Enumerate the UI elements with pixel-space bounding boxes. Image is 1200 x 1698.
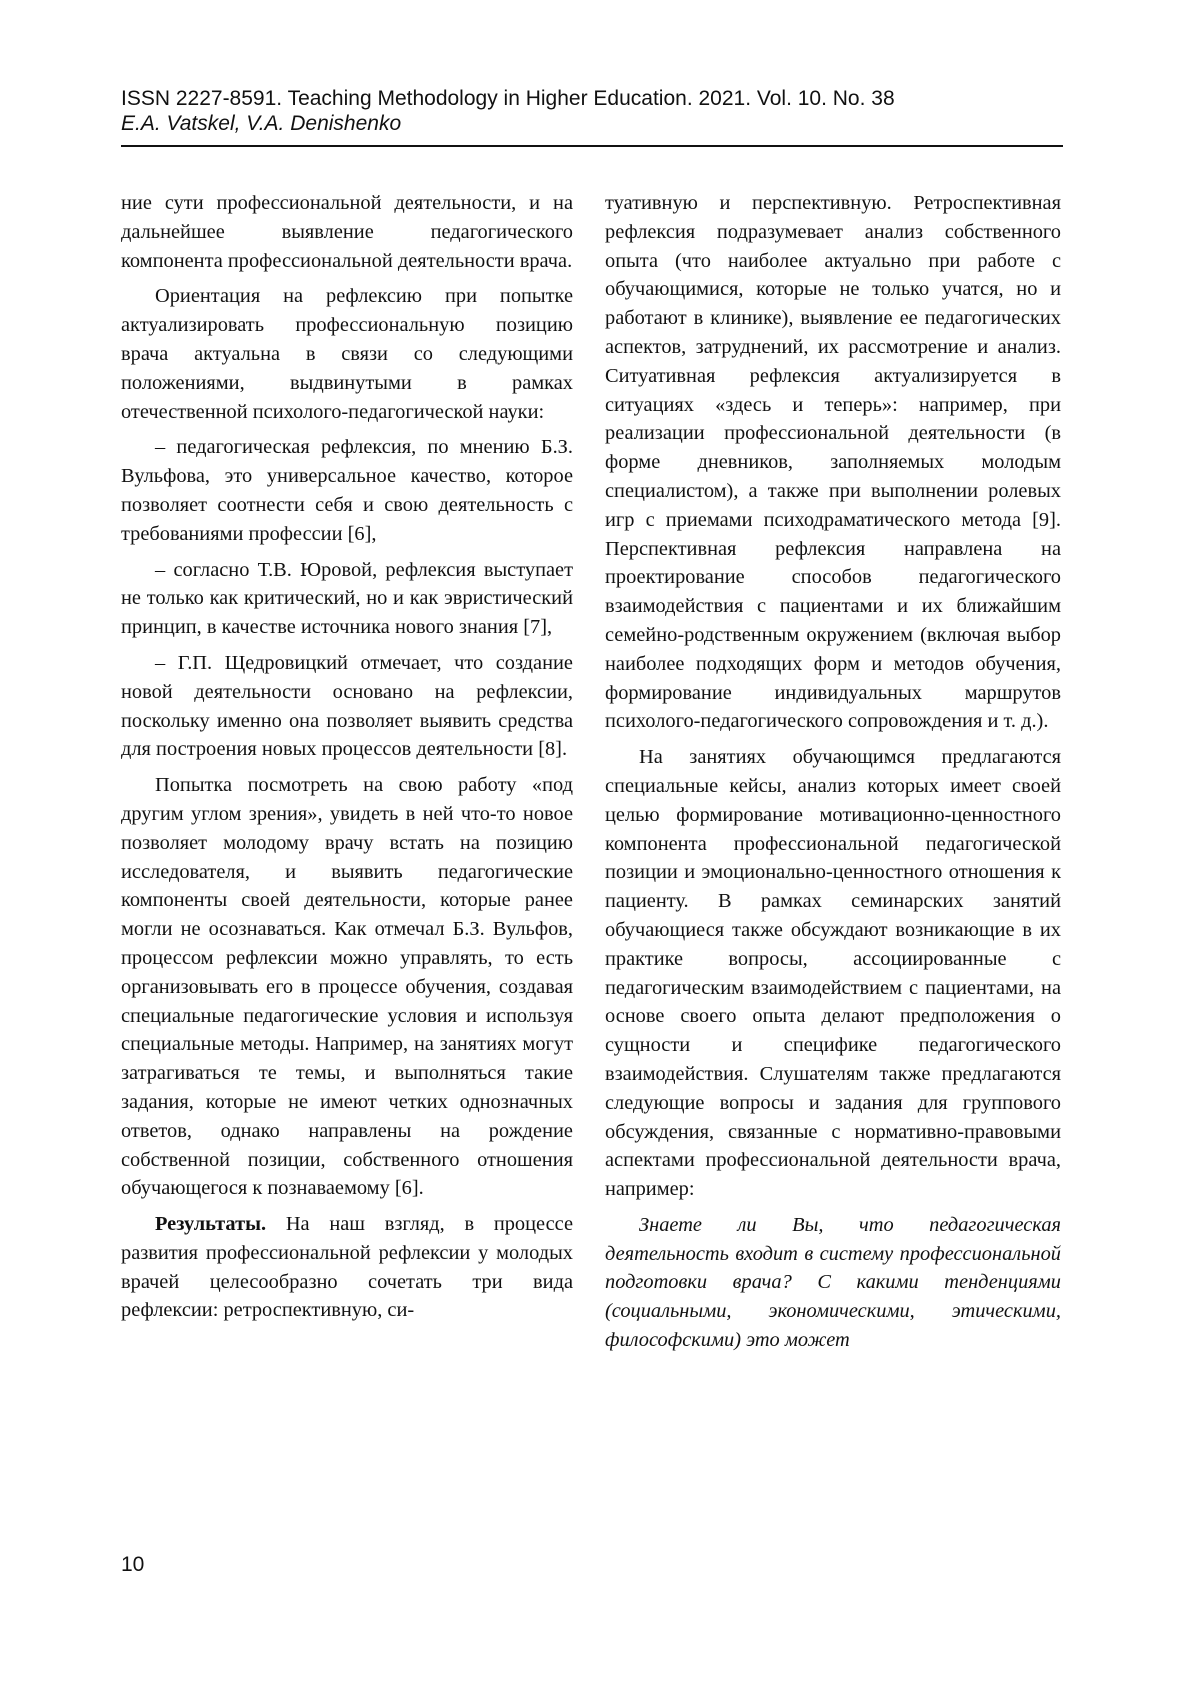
page-number: 10 <box>121 1553 145 1576</box>
left-column <box>121 189 573 1325</box>
right-column <box>605 189 1061 1355</box>
italic-question: Знаете ли Вы, что педагогическая деятельность входит в систему профессиональной подготовки врача? С какими тенденциями (социальными, экономическими, этическими, философскими) это может <box>605 1213 1061 1352</box>
results-heading: Результаты. <box>155 1213 267 1236</box>
paragraph: ние сути профессиональной деятельности, и на дальнейшее выявление педагогического компонента профессиональной деятельности врача. <box>121 192 573 272</box>
paragraph: Ориентация на рефлексию при попытке актуализировать профессиональную позицию врача актуальна в связи со следующими положениями, выдвинутыми в рамках отечественной психолого-педагогической науки: <box>121 285 573 423</box>
header-rule <box>121 145 1063 147</box>
running-header <box>121 86 1063 136</box>
paragraph: На занятиях обучающимся предлагаются специальные кейсы, анализ которых имеет своей целью формирование мотивационно-ценностного компонента профессиональной педагогической позиции и эмоционально-ценностного отношения к пациенту. В рамках семинарских занятий обучающиеся также обсуждают возникающие в их практике вопросы, ассоциированные с педагогическим взаимодействием с пациентами, на основе своего опыта делают предположения о сущности и специфике педагогического взаимодействия. Слушателям также предлагаются следующие вопросы и задания для группового обсуждения, связанные с нормативно-правовыми аспектами профессиональной деятельности врача, например: <box>605 746 1061 1201</box>
authors-line: E.A. Vatskel, V.A. Denishenko <box>121 112 402 135</box>
journal-line: ISSN 2227-8591. Teaching Methodology in Higher Education. 2021. Vol. 10. No. 38 <box>121 87 895 110</box>
results-paragraph <box>121 1210 573 1325</box>
list-item: – согласно Т.В. Юровой, рефлексия выступает не только как критический, но и как эвристический принцип, в качестве источника нового знания [7], <box>121 558 573 639</box>
paragraph: туативную и перспективную. Ретроспективная рефлексия подразумевает анализ собственного опыта (что наиболее актуально при работе с обучающимися, которые не только учатся, но и работают в клинике), выявление ее педагогических аспектов, затруднений, их рассмотрение и анализ. Ситуативная рефлексия актуализируется в ситуациях «здесь и теперь»: например, при реализации профессиональной деятельности (в форме дневников, заполняемых молодым специалистом), а также при выполнении ролевых игр с приемами психодраматического метода [9]. Перспективная рефлексия направлена на проектирование способов педагогического взаимодействия с пациентами и их ближайшим семейно-родственным окружением (включая выбор наиболее подходящих форм и методов обучения, формирование индивидуальных маршрутов психолого-педагогического сопровождения и т. д.). <box>605 192 1061 733</box>
paragraph: Попытка посмотреть на свою работу «под другим углом зрения», увидеть в ней что-то новое позволяет молодому врачу встать на позицию исследователя, и выявить педагогические компоненты своей деятельности, которые ранее могли не осознаваться. Как отмечал Б.З. Вульфов, процессом рефлексии можно управлять, то есть организовывать его в процессе обучения, создавая специальные педагогические условия и используя специальные методы. Например, на занятиях могут затрагиваться те темы, и выполняться такие задания, которые не имеют четких однозначных ответов, однако направлены на рождение собственной позиции, собственного отношения обучающегося к познаваемому [6]. <box>121 774 573 1200</box>
results-text: На наш взгляд, в процессе развития профессиональной рефлексии у молодых врачей целесообразно сочетать три вида рефлексии: ретроспективную, си- <box>121 1213 573 1322</box>
list-item: – Г.П. Щедровицкий отмечает, что создание новой деятельности основано на рефлексии, поскольку именно она позволяет выявить средства для построения новых процессов деятельности [8]. <box>121 651 573 761</box>
list-item: – педагогическая рефлексия, по мнению Б.З. Вульфова, это универсальное качество, которое позволяет соотнести себя и свою деятельность с требованиями профессии [6], <box>121 436 573 545</box>
